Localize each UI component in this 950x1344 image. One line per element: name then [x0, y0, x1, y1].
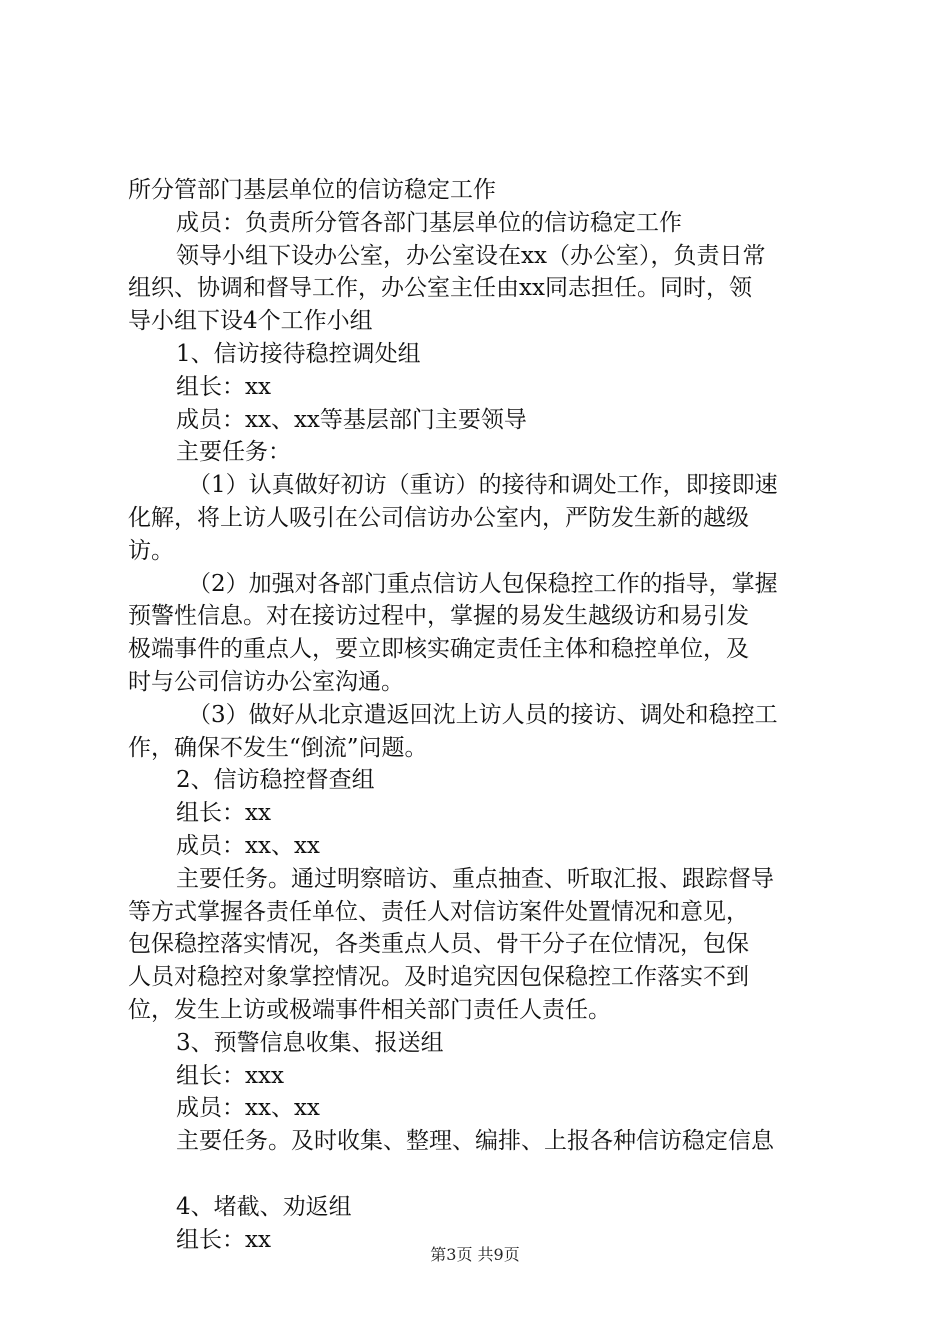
- text-line: 极端事件的重点人，要立即核实确定责任主体和稳控单位，及: [128, 636, 749, 663]
- text-line: 位，发生上访或极端事件相关部门责任人责任。: [128, 996, 611, 1023]
- text-line: 组长：xxx: [176, 1062, 284, 1089]
- text-line: 导小组下设4个工作小组: [128, 308, 373, 335]
- text-line: 组长：xx: [176, 1226, 271, 1253]
- text-line: 组长：xx: [176, 800, 271, 827]
- text-line: 成员：xx、xx: [176, 832, 320, 859]
- text-line: 组织、协调和督导工作，办公室主任由xx同志担任。同时，领: [128, 275, 752, 302]
- text-line: 成员：xx、xx: [176, 1095, 320, 1122]
- text-line: 4、堵截、劝返组: [176, 1193, 352, 1220]
- page-footer: 第3页 共9页: [430, 1245, 520, 1264]
- text-line: 主要任务。通过明察暗访、重点抽查、听取汇报、跟踪督导: [176, 865, 774, 892]
- text-line: 所分管部门基层单位的信访稳定工作: [128, 177, 496, 203]
- text-line: 作，确保不发生“倒流”问题。: [128, 734, 428, 761]
- text-line: 访。: [128, 537, 174, 564]
- text-line: 等方式掌握各责任单位、责任人对信访案件处置情况和意见，: [128, 898, 749, 925]
- text-line: 预警性信息。对在接访过程中，掌握的易发生越级访和易引发: [128, 603, 749, 630]
- text-line: 成员：负责所分管各部门基层单位的信访稳定工作: [176, 209, 682, 236]
- text-line: 时与公司信访办公室沟通。: [128, 668, 404, 695]
- text-line: 主要任务：: [176, 439, 291, 466]
- text-line: 组长：xx: [176, 373, 271, 400]
- text-line: 1、信访接待稳控调处组: [176, 340, 421, 367]
- text-line: 成员：xx、xx等基层部门主要领导: [176, 406, 527, 433]
- text-line: （1）认真做好初访（重访）的接待和调处工作，即接即速: [188, 472, 778, 499]
- text-line: 人员对稳控对象掌控情况。及时追究因包保稳控工作落实不到: [128, 964, 749, 991]
- text-line: 2、信访稳控督查组: [176, 767, 375, 794]
- document-body: [128, 174, 840, 1256]
- text-line: 包保稳控落实情况，各类重点人员、骨干分子在位情况，包保: [128, 931, 749, 958]
- text-line: （3）做好从北京遣返回沈上访人员的接访、调处和稳控工: [188, 701, 778, 728]
- text-line: 领导小组下设办公室，办公室设在xx（办公室），负责日常: [176, 242, 766, 269]
- text-line: 3、预警信息收集、报送组: [176, 1029, 444, 1056]
- text-line: （2）加强对各部门重点信访人包保稳控工作的指导，掌握: [188, 570, 778, 597]
- blank-line: [128, 1158, 840, 1191]
- text-line: 主要任务。及时收集、整理、编排、上报各种信访稳定信息: [176, 1128, 774, 1155]
- text-line: 化解，将上访人吸引在公司信访办公室内，严防发生新的越级: [128, 504, 749, 531]
